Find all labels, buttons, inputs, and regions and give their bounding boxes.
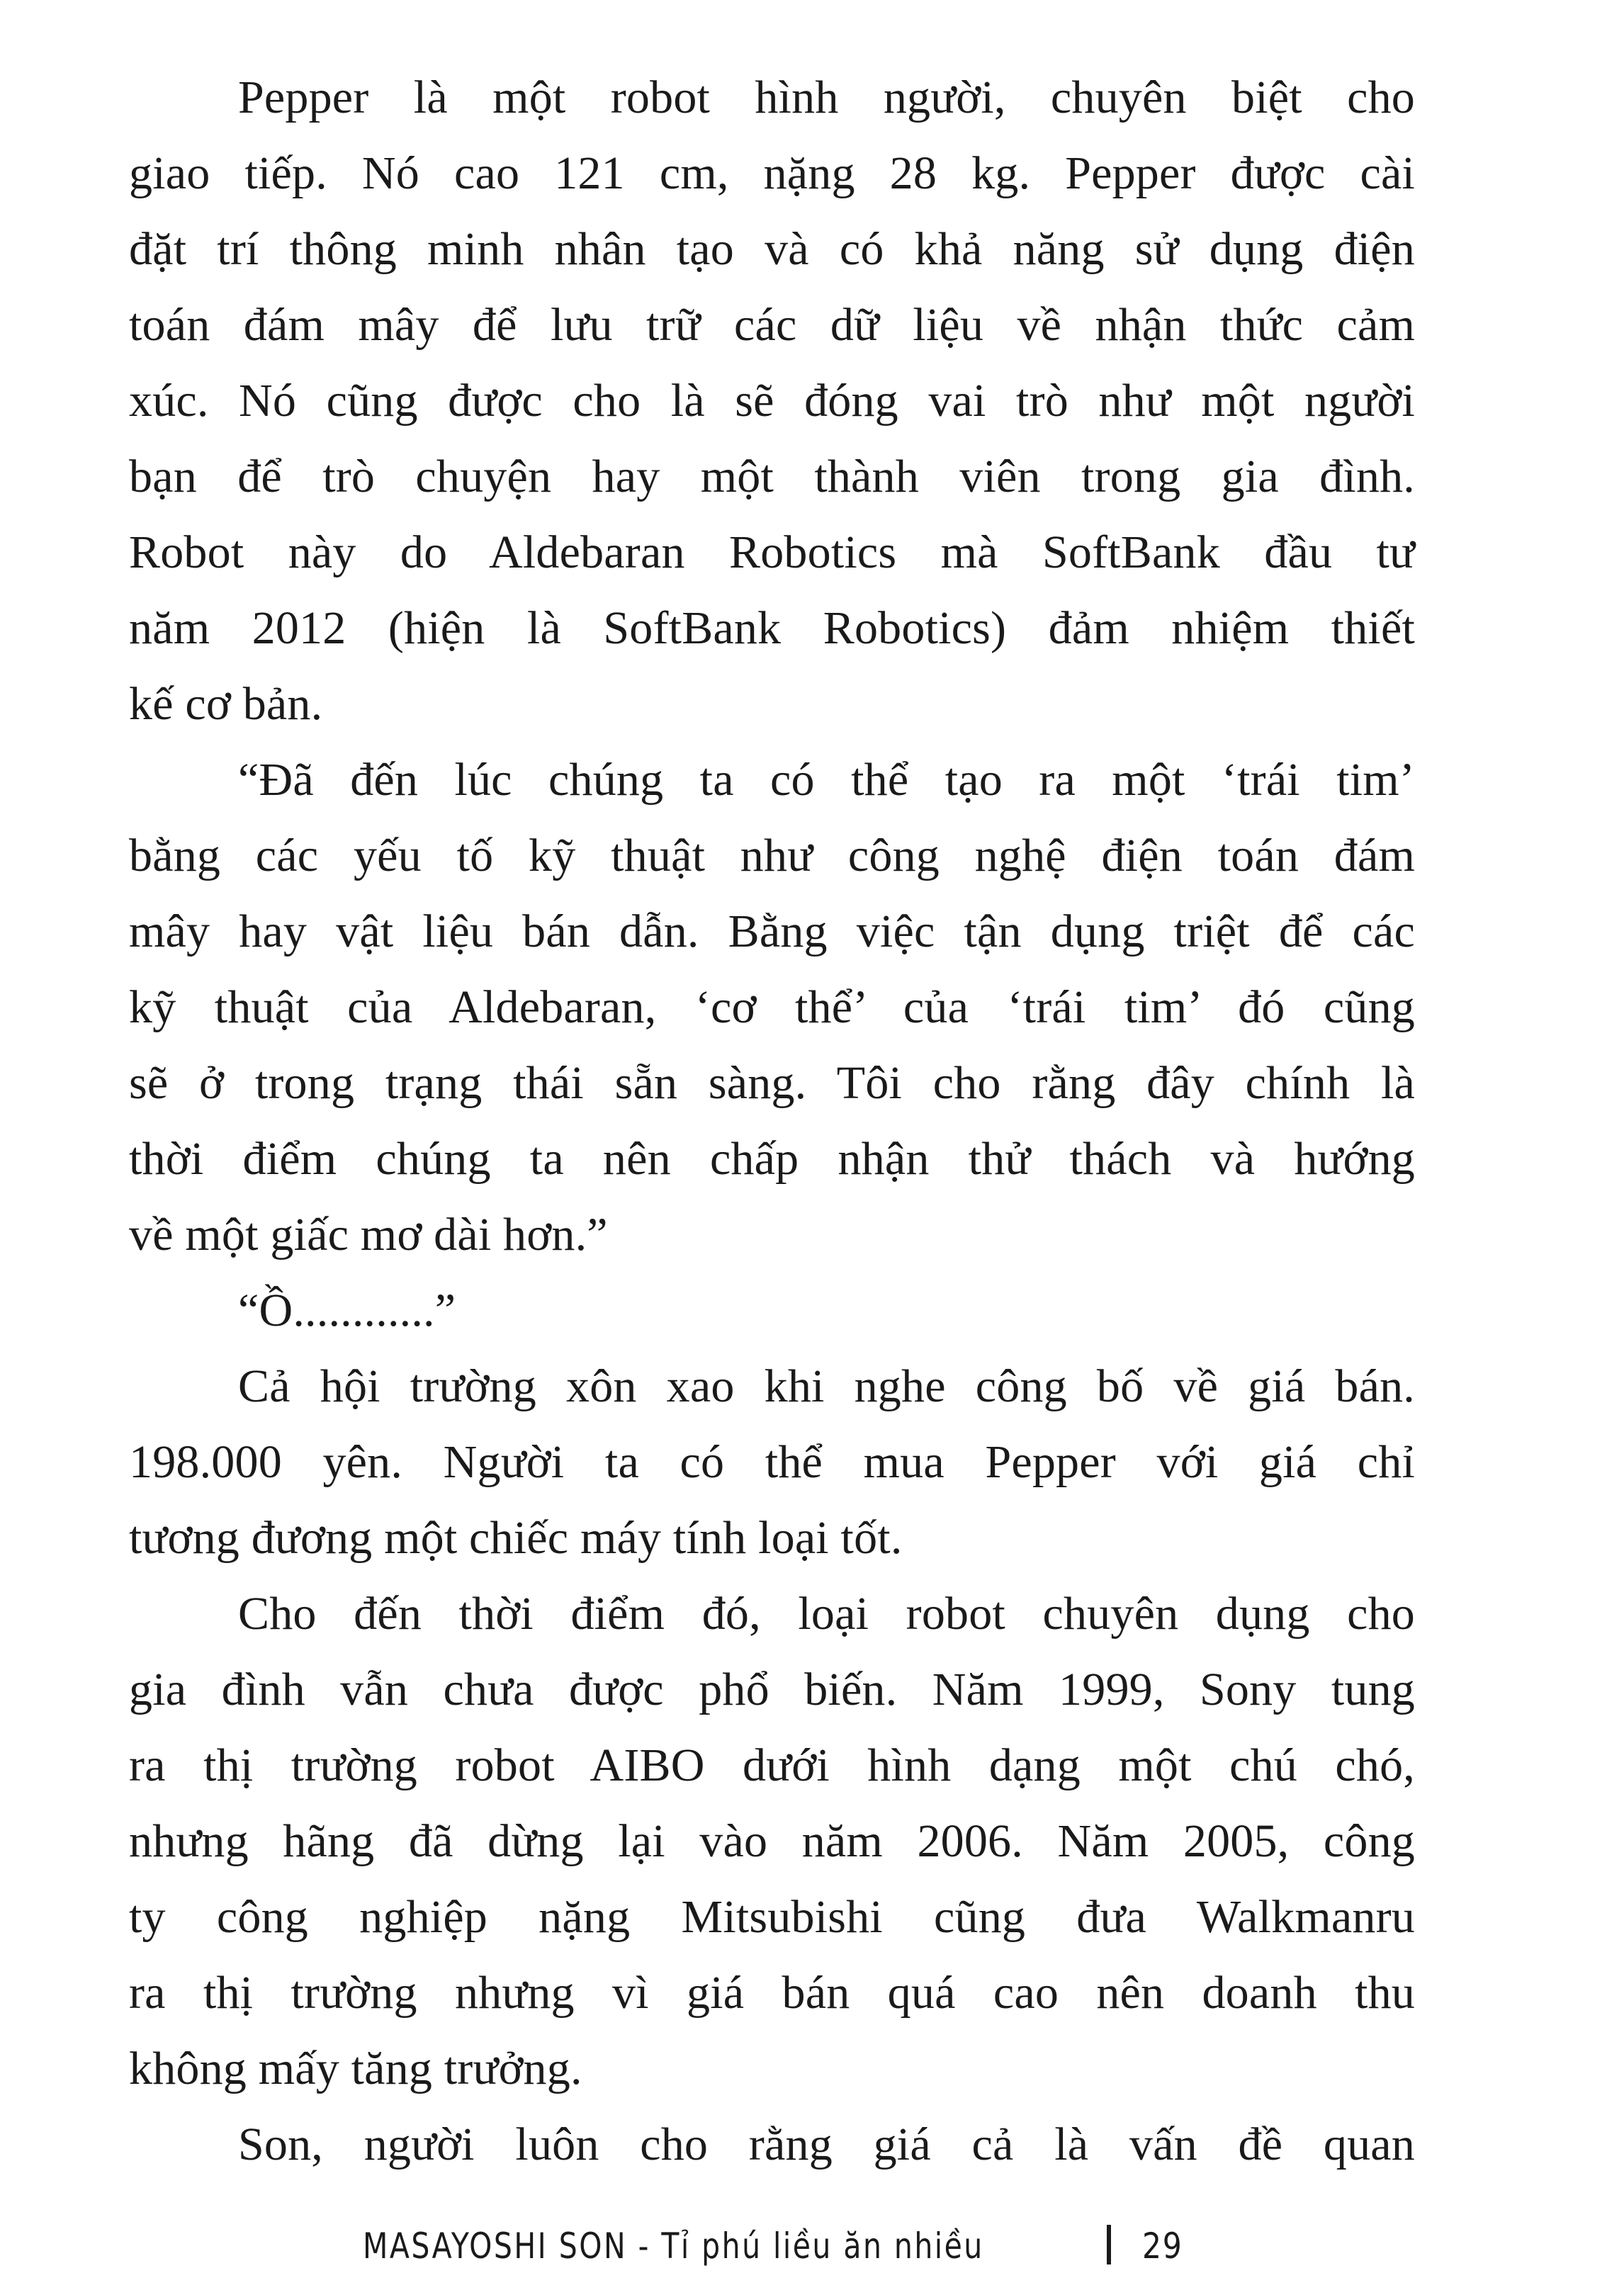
text-line: ra thị trường nhưng vì giá bán quá cao nên doanh thu [129, 1967, 1415, 2019]
text-line: Cho đến thời điểm đó, loại robot chuyên dụng cho [238, 1588, 1415, 1640]
text-line: giao tiếp. Nó cao 121 cm, nặng 28 kg. Pepper được cài [129, 147, 1415, 199]
text-line: Son, người luôn cho rằng giá cả là vấn đề quan [238, 2119, 1415, 2170]
text-line: ty công nghiệp nặng Mitsubishi cũng đưa Walkmanru [129, 1891, 1415, 1943]
text-line: sẽ ở trong trạng thái sẵn sàng. Tôi cho rằng đây chính là [129, 1057, 1415, 1109]
text-line: bằng các yếu tố kỹ thuật như công nghệ điện toán đám [129, 830, 1415, 881]
footer-divider [1107, 2225, 1111, 2264]
text-line: đặt trí thông minh nhân tạo và có khả năng sử dụng điện [129, 223, 1415, 275]
page-footer [363, 2218, 1298, 2274]
text-line: bạn để trò chuyện hay một thành viên trong gia đình. [129, 451, 1415, 502]
page-number: 29 [1142, 2226, 1183, 2267]
text-line: mây hay vật liệu bán dẫn. Bằng việc tận dụng triệt để các [129, 906, 1415, 957]
text-line: tương đương một chiếc máy tính loại tốt. [129, 1512, 903, 1564]
running-title: MASAYOSHI SON - Tỉ phú liều ăn nhiều [363, 2226, 984, 2267]
text-line: năm 2012 (hiện là SoftBank Robotics) đảm nhiệm thiết [129, 602, 1415, 654]
text-line: Cả hội trường xôn xao khi nghe công bố về giá bán. [238, 1360, 1415, 1412]
text-line: “Ồ............” [238, 1285, 456, 1336]
text-line: xúc. Nó cũng được cho là sẽ đóng vai trò như một người [129, 375, 1415, 427]
text-line: gia đình vẫn chưa được phổ biến. Năm 1999, Sony tung [129, 1664, 1415, 1715]
text-line: ra thị trường robot AIBO dưới hình dạng một chú chó, [129, 1739, 1415, 1791]
text-line: “Đã đến lúc chúng ta có thể tạo ra một ‘trái tim’ [238, 754, 1415, 806]
text-line: nhưng hãng đã dừng lại vào năm 2006. Năm 2005, công [129, 1815, 1415, 1867]
text-line: Robot này do Aldebaran Robotics mà SoftBank đầu tư [129, 526, 1415, 578]
text-line: toán đám mây để lưu trữ các dữ liệu về nhận thức cảm [129, 299, 1415, 351]
text-line: kế cơ bản. [129, 678, 323, 730]
text-line: không mấy tăng trưởng. [129, 2043, 582, 2094]
text-line: 198.000 yên. Người ta có thể mua Pepper với giá chỉ [129, 1436, 1415, 1488]
text-line: về một giấc mơ dài hơn.” [129, 1209, 608, 1260]
text-line: Pepper là một robot hình người, chuyên biệt cho [238, 72, 1415, 123]
text-line: thời điểm chúng ta nên chấp nhận thử thách và hướng [129, 1133, 1415, 1185]
text-line: kỹ thuật của Aldebaran, ‘cơ thể’ của ‘trái tim’ đó cũng [129, 981, 1415, 1033]
